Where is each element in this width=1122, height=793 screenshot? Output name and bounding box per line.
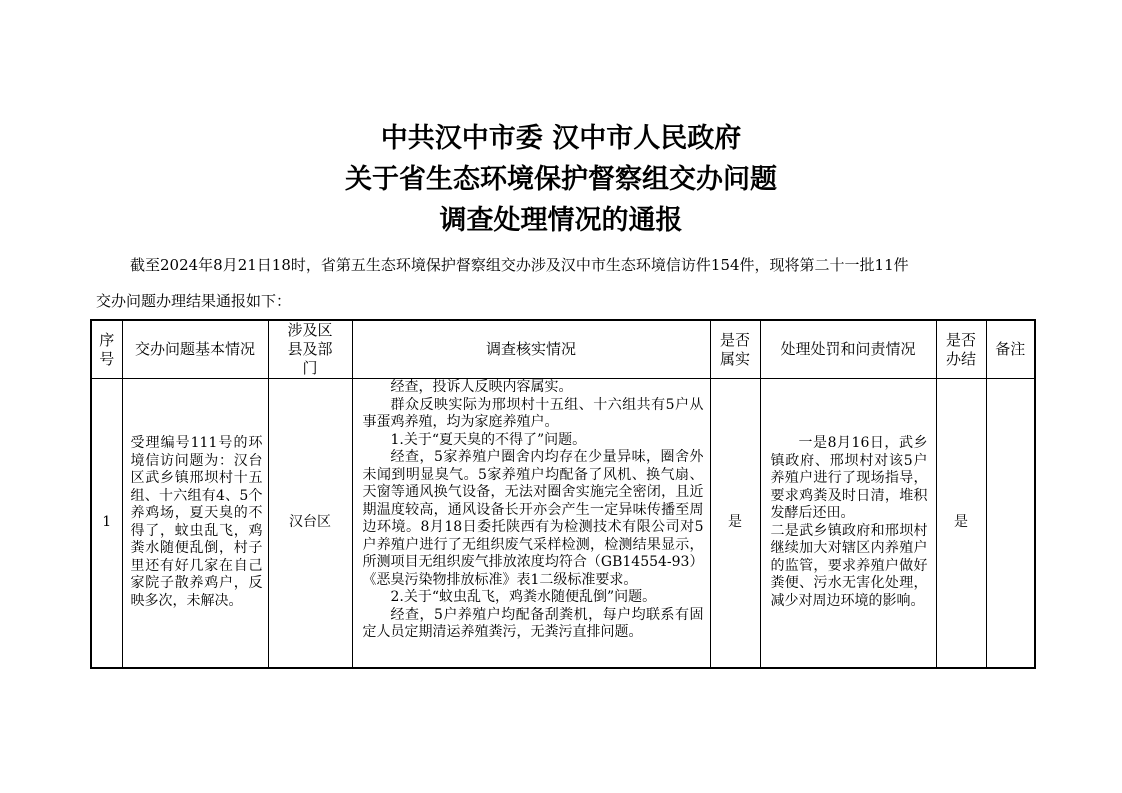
investigation-paragraph: 经查，5家养殖户圈舍内均存在少量异味，圈舍外未闻到明显臭气。5家养殖户均配备了风机、换气扇、天窗等通风换气设备，无法对圈舍实施完全密闭，且近期温度较高，通风设备长开亦会产生一定异味传播至周边环境。8月18日委托陕西有为检测技术有限公司对5户养殖户进行了无组织废气采样检测，检测结果显示，所测项目无组织废气排放浓度均符合（GB14554-93）《恶臭污染物排放标准》表1二级标准要求。: [362, 449, 704, 588]
header-closed: 是否办结: [936, 320, 986, 379]
cell-investigation: [352, 379, 710, 668]
cell-closed: 是: [936, 379, 986, 668]
header-investigation: 调查核实情况: [352, 320, 710, 379]
header-district: 涉及区县及部门: [268, 320, 352, 379]
cell-basic: 受理编号111号的环境信访问题为：汉台区武乡镇邢坝村十五组、十六组有4、5个养鸡场，夏天臭的不得了，蚊虫乱飞，鸡粪水随便乱倒，村子里还有好几家在自己家院子散养鸡户，反映多次，未解决。: [122, 379, 268, 668]
title-line-1: 中共汉中市委 汉中市人民政府: [380, 123, 742, 154]
intro-paragraph: 截至2024年8月21日18时，省第五生态环境保护督察组交办涉及汉中市生态环境信访件154件，现将第二十一批11件: [130, 256, 909, 274]
investigation-paragraph: 2.关于“蚊虫乱飞，鸡粪水随便乱倒”问题。: [390, 589, 657, 605]
table-header-row: [91, 320, 1035, 379]
intro-paragraph-continued: 交办问题办理结果通报如下：: [96, 292, 292, 310]
table-row: [91, 379, 1035, 668]
report-table: [90, 319, 1036, 669]
investigation-paragraph: 群众反映实际为邢坝村十五组、十六组共有5户从事蛋鸡养殖，均为家庭养殖户。: [362, 396, 704, 430]
header-handling: 处理处罚和问责情况: [760, 320, 936, 379]
header-true: 是否属实: [710, 320, 760, 379]
title-line-3: 调查处理情况的通报: [439, 205, 683, 236]
cell-district: 汉台区: [268, 379, 352, 668]
investigation-paragraph: 经查，5户养殖户均配备刮粪机，每户均联系有固定人员定期清运养殖粪污，无粪污直排问题。: [362, 606, 704, 640]
cell-handling: [760, 379, 936, 668]
investigation-paragraph: 1.关于“夏天臭的不得了”问题。: [390, 431, 587, 448]
handling-paragraph: 二是武乡镇政府和邢坝村继续加大对辖区内养殖户的监管，要求养殖户做好粪便、污水无害化处理，减少对周边环境的影响。: [770, 522, 928, 609]
header-seq: 序号: [91, 320, 122, 379]
handling-paragraph: 一是8月16日，武乡镇政府、邢坝村对该5户养殖户进行了现场指导，要求鸡粪及时日清，堆积发酵后还田。: [770, 435, 928, 522]
header-basic: 交办问题基本情况: [122, 320, 268, 379]
cell-is-true: 是: [710, 379, 760, 668]
title-line-2: 关于省生态环境保护督察组交办问题: [345, 164, 777, 195]
header-remark: 备注: [986, 320, 1035, 379]
cell-remark: [986, 379, 1035, 668]
investigation-paragraph: 经查，投诉人反映内容属实。: [390, 379, 573, 395]
cell-seq: 1: [91, 379, 122, 668]
